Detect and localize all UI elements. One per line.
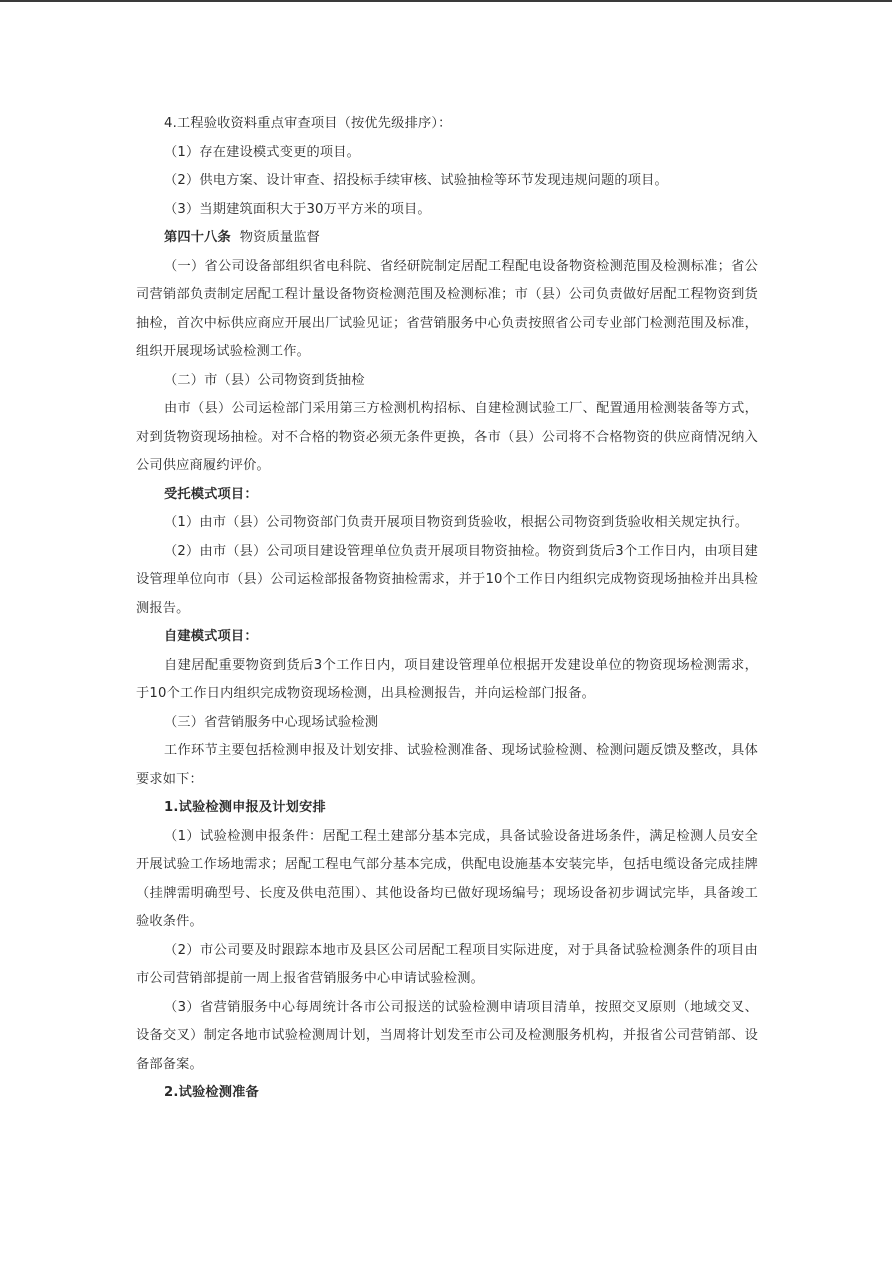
paragraph-section-1: （一）省公司设备部组织省电科院、省经研院制定居配工程配电设备物资检测范围及检测标准；省公司营销部负责制定居配工程计量设备物资检测范围及检测标准；市（县）公司负责做好居配工程物资到货抽检，首次中标供应商应开展出厂试验见证；省营销服务中心负责按照省公司专业部门检测范围及标准，组织开展现场试验检测工作。	[136, 258, 758, 359]
paragraph-section-2-body: 由市（县）公司运检部门采用第三方检测机构招标、自建检测试验工厂、配置通用检测装备等方式，对到货物资现场抽检。对不合格的物资必须无条件更换，各市（县）公司将不合格物资的供应商情况纳入公司供应商履约评价。	[136, 401, 758, 473]
paragraph-declaration-1: （1）试验检测申报条件：居配工程土建部分基本完成，具备试验设备进场条件，满足检测人员安全开展试验工作场地需求；居配工程电气部分基本完成，供配电设施基本安装完毕，包括电缆设备完成挂牌（挂牌需明确型号、长度及供电范围）、其他设备均已做好现场编号；现场设备初步调试完毕，具备竣工验收条件。	[136, 828, 758, 929]
heading-entrusted-mode: 受托模式项目：	[164, 486, 258, 502]
article-48-title: 物资质量监督	[230, 230, 321, 245]
article-48-heading	[136, 224, 758, 253]
paragraph-section-3-intro: 工作环节主要包括检测申报及计划安排、试验检测准备、现场试验检测、检测问题反馈及整改，具体要求如下：	[136, 743, 758, 787]
heading-self-built-mode: 自建模式项目：	[164, 629, 258, 644]
paragraph-review-items-heading: 4.工程验收资料重点审查项目（按优先级排序）：	[164, 116, 452, 131]
paragraph-review-item-1: （1）存在建设模式变更的项目。	[164, 144, 361, 160]
paragraph-declaration-3: （3）省营销服务中心每周统计各市公司报送的试验检测申请项目清单，按照交叉原则（地域交叉、设备交叉）制定各地市试验检测周计划，当周将计划发至市公司及检测服务机构，并报省公司营销部、设备部备案。	[136, 999, 758, 1072]
paragraph-section-3-heading: （三）省营销服务中心现场试验检测	[164, 714, 379, 730]
paragraph-entrusted-1: （1）由市（县）公司物资部门负责开展项目物资到货验收，根据公司物资到货验收相关规定执行。	[164, 515, 749, 530]
paragraph-declaration-2: （2）市公司要及时跟踪本地市及县区公司居配工程项目实际进度，对于具备试验检测条件的项目由市公司营销部提前一周上报省营销服务中心申请试验检测。	[136, 942, 758, 986]
heading-test-preparation: 2.试验检测准备	[164, 1085, 259, 1100]
article-48-number: 第四十八条	[164, 230, 231, 245]
paragraph-review-item-3: （3）当期建筑面积大于30万平方米的项目。	[164, 201, 431, 217]
paragraph-section-2-heading: （二）市（县）公司物资到货抽检	[164, 372, 365, 388]
document-body	[136, 110, 758, 1108]
heading-declaration-planning: 1.试验检测申报及计划安排	[164, 800, 326, 815]
paragraph-self-built: 自建居配重要物资到货后3个工作日内，项目建设管理单位根据开发建设单位的物资现场检测需求，于10个工作日内组织完成物资现场检测，出具检测报告，并向运检部门报备。	[136, 657, 758, 701]
page-top-border	[0, 0, 892, 2]
paragraph-review-item-2: （2）供电方案、设计审查、招投标手续审核、试验抽检等环节发现违规问题的项目。	[164, 173, 668, 188]
paragraph-entrusted-2: （2）由市（县）公司项目建设管理单位负责开展项目物资抽检。物资到货后3个工作日内，由项目建设管理单位向市（县）公司运检部报备物资抽检需求，并于10个工作日内组织完成物资现场抽检并出具检测报告。	[136, 543, 758, 616]
